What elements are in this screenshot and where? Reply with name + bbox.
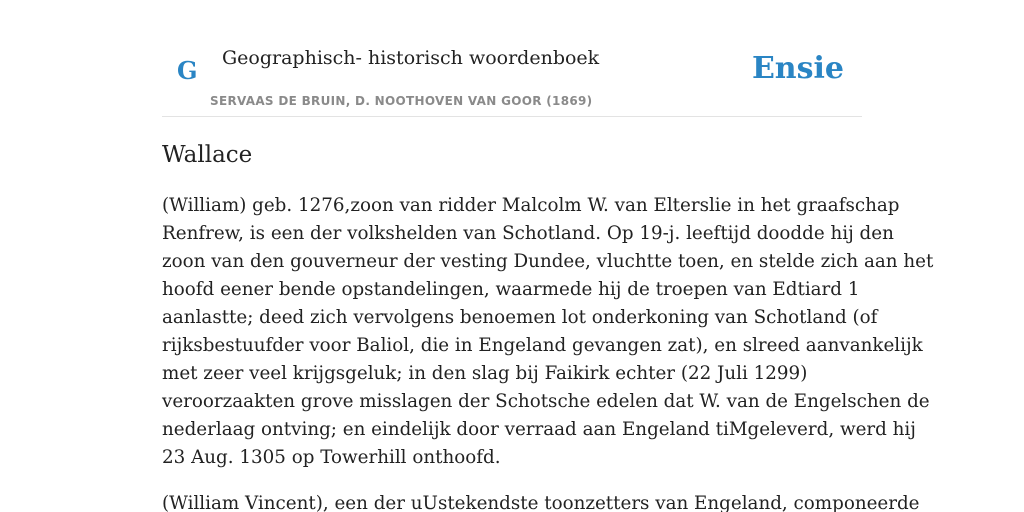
book-author: SERVAAS DE BRUIN, D. NOOTHOVEN VAN GOOR (1869) bbox=[210, 94, 593, 108]
text-line: met zeer veel krijgsgeluk; in den slag bij Faikirk echter (22 Juli 1299) bbox=[162, 363, 808, 384]
text-line: zoon van den gouverneur der vesting Dundee, vluchtte toen, en stelde zich aan het bbox=[162, 251, 934, 272]
text-line: aanlastte; deed zich vervolgens benoemen lot onderkoning van Schotland (of bbox=[162, 307, 878, 328]
entry-paragraph-1 bbox=[162, 192, 934, 472]
text-line: nederlaag ontving; en eindelijk door verraad aan Engeland tiMgeleverd, werd hij bbox=[162, 419, 916, 440]
book-title[interactable]: Geographisch- historisch woordenboek bbox=[222, 47, 600, 69]
entry-title: Wallace bbox=[162, 142, 253, 168]
entry-body bbox=[162, 192, 934, 512]
text-line: Renfrew, is een der volkshelden van Schotland. Op 19-j. leeftijd doodde hij den bbox=[162, 223, 894, 244]
text-line: veroorzaakten grove misslagen der Schotsche edelen dat W. van de Engelschen de bbox=[162, 391, 930, 412]
header bbox=[162, 0, 862, 117]
text-line: hoofd eener bende opstandelingen, waarmede hij de troepen van Edtiard 1 bbox=[162, 279, 860, 300]
text-line: rijksbestuufder voor Baliol, die in Engeland gevangen zat), en slreed aanvankelijk bbox=[162, 335, 923, 356]
text-line: (William Vincent), een der uUstekendste toonzetters van Engeland, componeerde bbox=[162, 493, 920, 512]
text-line: (William) geb. 1276,zoon van ridder Malcolm W. van Elterslie in het graafschap bbox=[162, 195, 900, 216]
text-line: 23 Aug. 1305 op Towerhill onthoofd. bbox=[162, 447, 501, 468]
brand-logo[interactable]: Ensie bbox=[751, 51, 844, 86]
entry-paragraph-2 bbox=[162, 490, 920, 512]
book-logo[interactable]: G bbox=[177, 56, 198, 85]
